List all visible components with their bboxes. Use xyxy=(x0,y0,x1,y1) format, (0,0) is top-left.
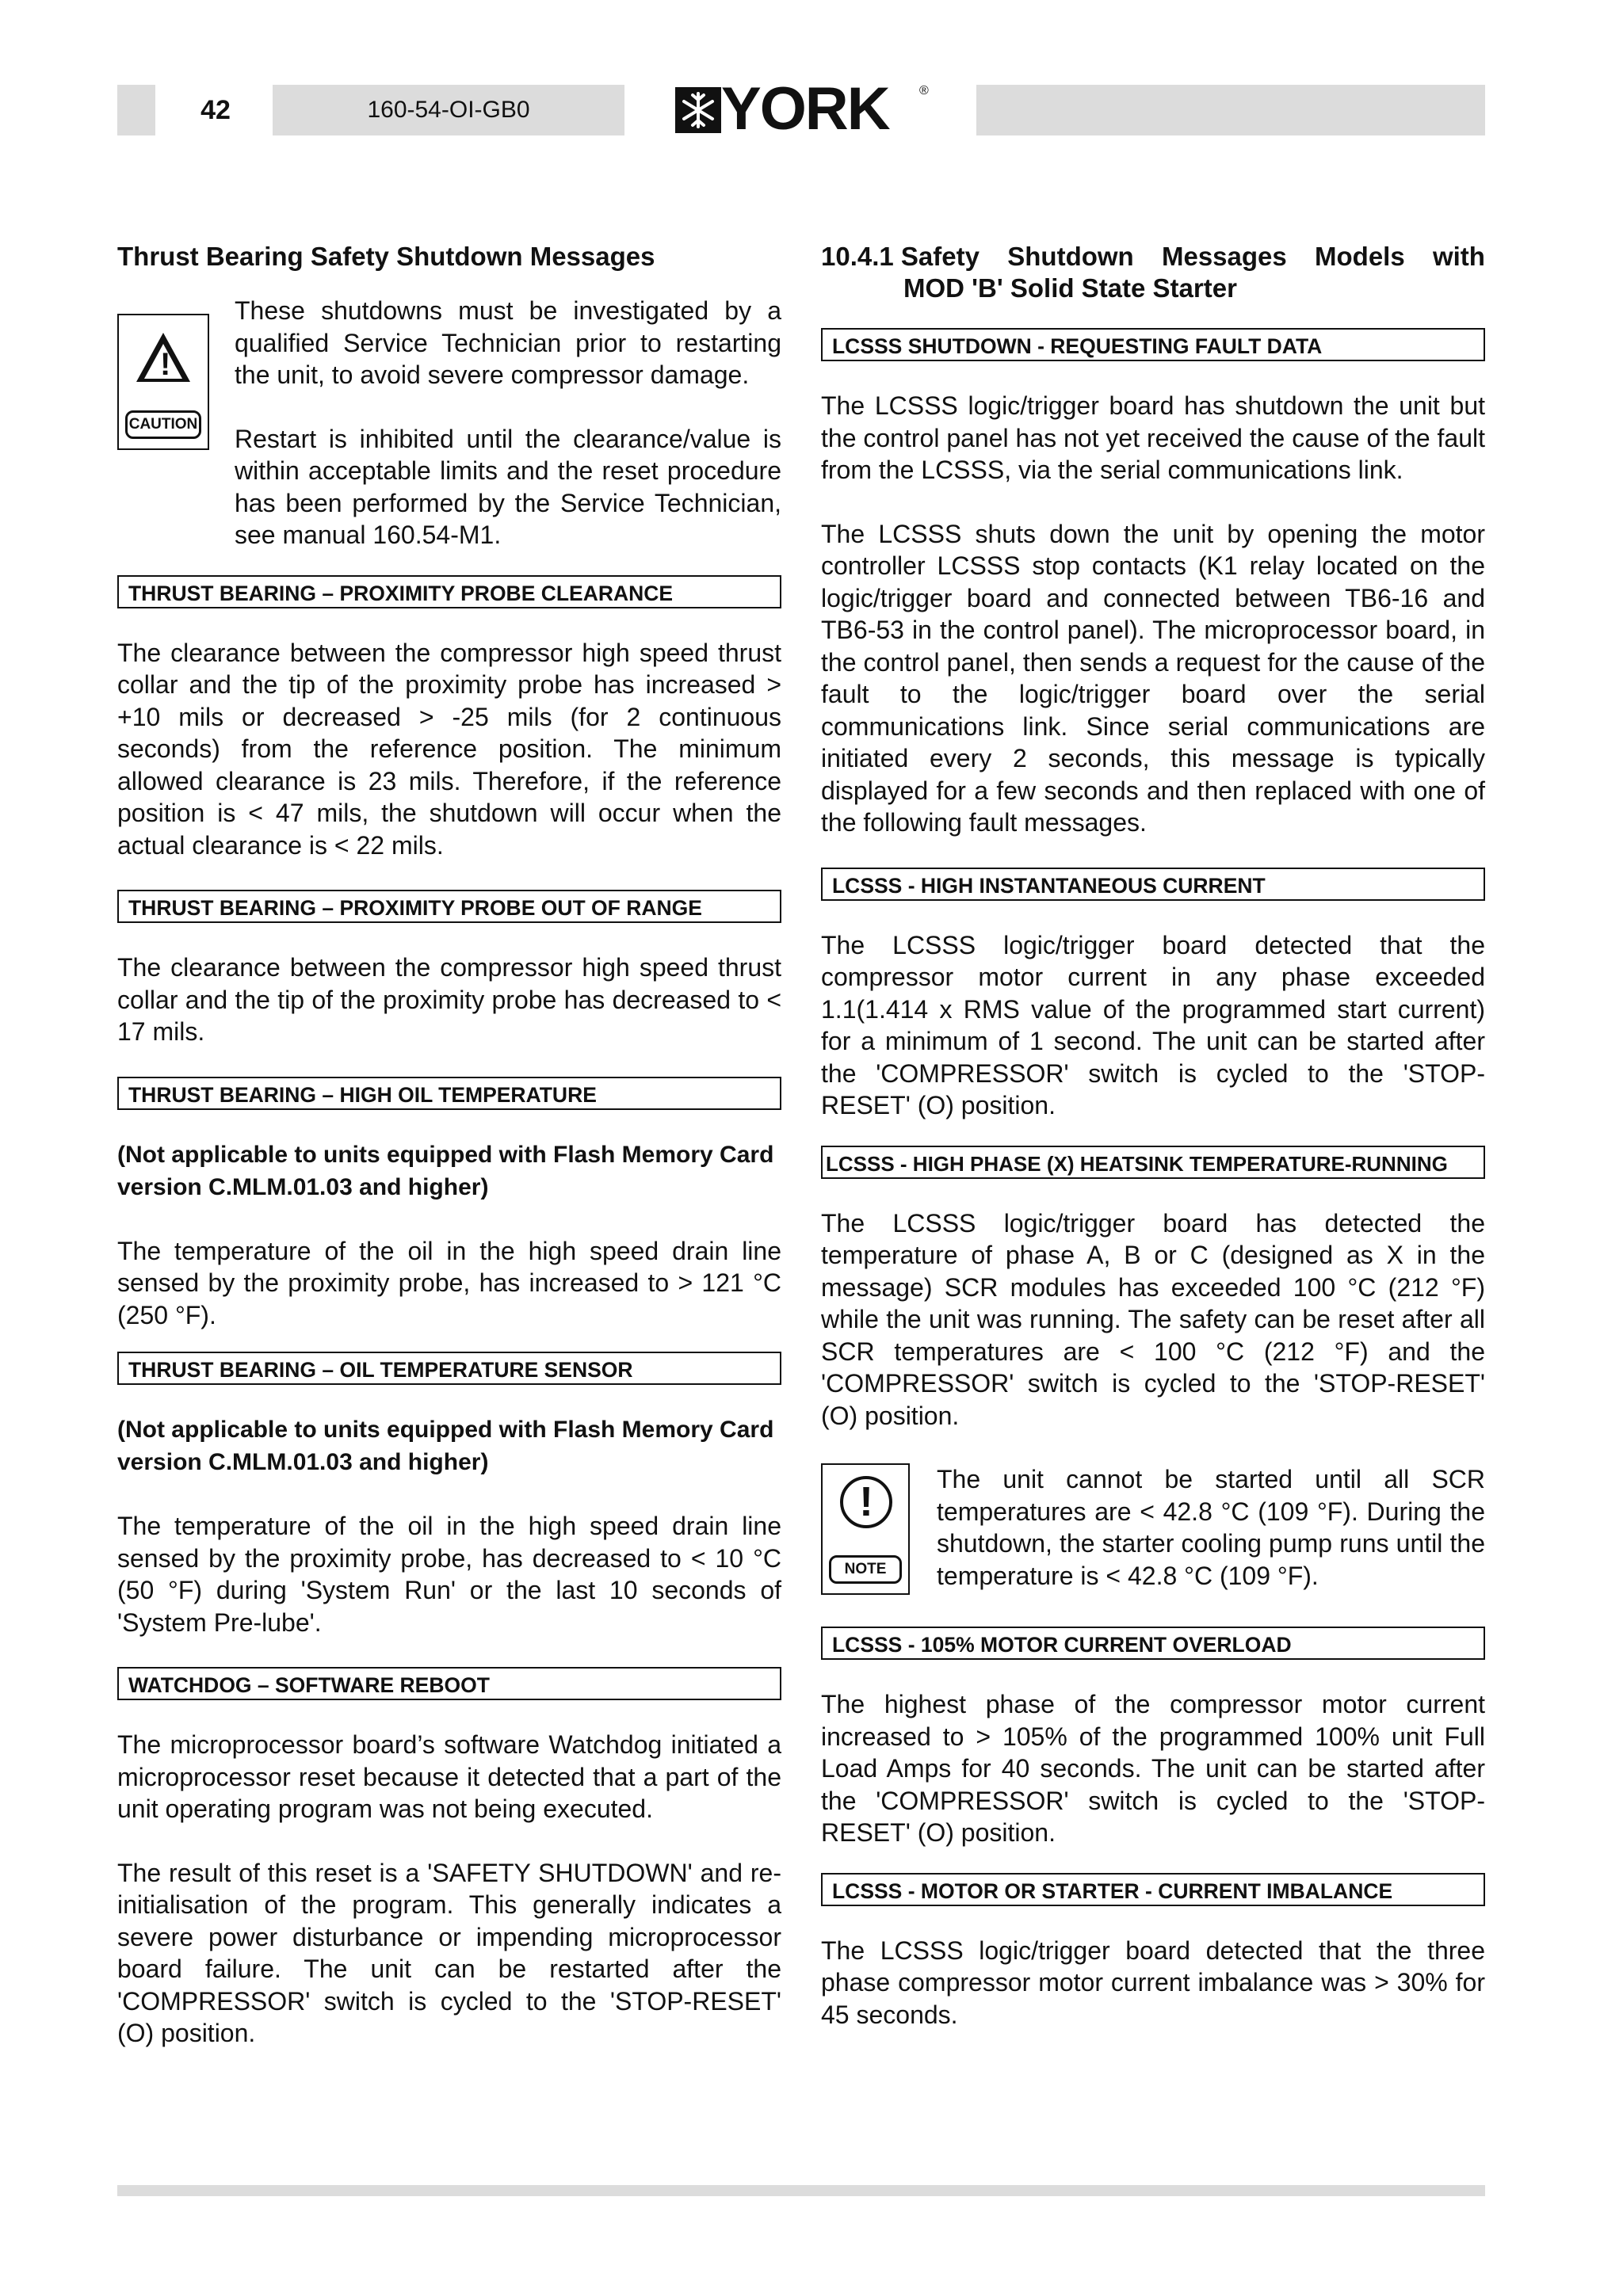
watchdog-text-1: The microprocessor board’s software Watchdog initiated a microprocessor reset because it detected that a part of the unit operating program was not being executed. xyxy=(117,1730,781,1823)
high-oil-temp-text: The temperature of the oil in the high speed drain line sensed by the proximity probe, has increased to > 121 °C (250 °F). xyxy=(117,1236,781,1329)
section-heading xyxy=(821,241,1485,273)
note-icon: ! NOTE xyxy=(821,1463,910,1595)
page-number: 42 xyxy=(200,95,231,125)
note-label: NOTE xyxy=(829,1555,902,1584)
current-imbalance-text: The LCSSS logic/trigger board detected that the three phase compressor motor current imbalance was > 30% for 45 seconds. xyxy=(821,1936,1485,2029)
snowflake-icon xyxy=(675,87,721,133)
header-bar-left xyxy=(117,85,155,135)
document-code: 160-54-OI-GB0 xyxy=(273,85,624,135)
title-word: with xyxy=(1432,242,1485,271)
heading-oil-temp-sensor: THRUST BEARING – OIL TEMPERATURE SENSOR xyxy=(117,1352,781,1385)
probe-clearance-text: The clearance between the compressor high speed thrust collar and the tip of the proximity probe has increased > +10 mils or decreased > -25 mils (for 2 continuous seconds) from the reference position. The minimum allowed clearance is 23 mils. Therefore, if the reference position is < 47 mils, the shutdown will occur when the actual clearance is < 22 mils. xyxy=(117,638,781,860)
heading-watchdog-reboot: WATCHDOG – SOFTWARE REBOOT xyxy=(117,1667,781,1700)
high-oil-temp-note: (Not applicable to units equipped with Flash Memory Card version C.MLM.01.03 and higher) xyxy=(117,1141,774,1200)
registered-mark: ® xyxy=(919,84,929,97)
right-column xyxy=(821,241,1485,2031)
caution-text-2: Restart is inhibited until the clearance/value is within acceptable limits and the reset procedure has been performed by the Service Technician, see manual 160.54-M1. xyxy=(235,424,781,549)
high-instantaneous-current-text: The LCSSS logic/trigger board detected that the compressor motor current in any phase exceeded 1.1(1.414 x RMS value of the programmed start current) for a minimum of 1 second. The unit can be started after the 'COMPRESSOR' switch is cycled to the 'STOP-RESET' (O) position. xyxy=(821,930,1485,1119)
section-heading-line2: MOD 'B' Solid State Starter xyxy=(903,273,1237,303)
oil-temp-sensor-text: The temperature of the oil in the high speed drain line sensed by the proximity probe, has decreased to < 10 °C (50 °F) during 'System Run' or the last 10 seconds of 'System Pre-lube'. xyxy=(117,1512,781,1637)
caution-text-1: These shutdowns must be investigated by a qualified Service Technician prior to restarting the unit, to avoid severe compressor damage. xyxy=(235,296,781,389)
section-title: Thrust Bearing Safety Shutdown Messages xyxy=(117,242,655,271)
heading-high-instantaneous-current: LCSSS - HIGH INSTANTANEOUS CURRENT xyxy=(821,868,1485,901)
heading-high-oil-temperature: THRUST BEARING – HIGH OIL TEMPERATURE xyxy=(117,1077,781,1110)
motor-current-overload-text: The highest phase of the compressor motor current increased to > 105% of the programmed 100% unit Full Load Amps for 40 seconds. The unit can be started after the 'COMPRESSOR' switch is cycled to the 'STOP-RESET' (O) position. xyxy=(821,1690,1485,1847)
heading-probe-clearance: THRUST BEARING – PROXIMITY PROBE CLEARANCE xyxy=(117,575,781,608)
brand-name: YORK xyxy=(721,75,889,143)
note-block xyxy=(821,1463,1485,1595)
note-text: The unit cannot be started until all SCR temperatures are < 42.8 °C (109 °F). During the shutdown, the starter cooling pump runs until the temperature is < 42.8 °C (109 °F). xyxy=(937,1465,1485,1590)
left-column xyxy=(117,241,781,2050)
probe-out-of-range-text: The clearance between the compressor high speed thrust collar and the tip of the proximity probe has decreased to < 17 mils. xyxy=(117,953,781,1046)
title-word: Models xyxy=(1315,242,1405,271)
section-number-title: 10.4.1 Safety xyxy=(821,242,980,271)
heading-heatsink-temperature: LCSSS - HIGH PHASE (X) HEATSINK TEMPERATURE-RUNNING xyxy=(821,1146,1485,1179)
footer-rule xyxy=(117,2185,1485,2196)
heading-requesting-fault-data: LCSSS SHUTDOWN - REQUESTING FAULT DATA xyxy=(821,328,1485,361)
requesting-fault-text-2: The LCSSS shuts down the unit by opening the motor controller LCSSS stop contacts (K1 relay located on the logic/trigger board and connected between TB6-16 and TB6-53 in the control panel). The microprocessor board, in the control panel, then sends a request for the cause of the fault to the logic/trigger board over the serial communications link. Since serial communications are initiated every 2 seconds, this message is typically displayed for a few seconds and then replaced with one of the following fault messages. xyxy=(821,519,1485,837)
heatsink-temperature-text: The LCSSS logic/trigger board has detected the temperature of phase A, B or C (designed as X in the message) SCR modules has exceeded 100 °C (212 °F) while the unit was running. The safety can be reset after all SCR temperatures are < 100 °C (212 °F) and the 'COMPRESSOR' switch is cycled to the 'STOP-RESET' (O) position. xyxy=(821,1208,1485,1430)
title-word: Shutdown xyxy=(1007,242,1134,271)
header-bar-right xyxy=(976,85,1485,135)
caution-block xyxy=(117,295,781,551)
watchdog-text-2: The result of this reset is a 'SAFETY SHUTDOWN' and re-initialisation of the program. This generally indicates a severe power disturbance or impending microprocessor board failure. The unit can be restarted after the 'COMPRESSOR' switch is cycled to the 'STOP-RESET' (O) position. xyxy=(117,1858,781,2047)
heading-current-imbalance: LCSSS - MOTOR OR STARTER - CURRENT IMBALANCE xyxy=(821,1873,1485,1906)
heading-motor-current-overload: LCSSS - 105% MOTOR CURRENT OVERLOAD xyxy=(821,1627,1485,1660)
heading-probe-out-of-range: THRUST BEARING – PROXIMITY PROBE OUT OF RANGE xyxy=(117,890,781,923)
title-word: Messages xyxy=(1161,242,1287,271)
york-logo xyxy=(675,75,932,143)
caution-label: CAUTION xyxy=(125,410,201,439)
requesting-fault-text-1: The LCSSS logic/trigger board has shutdown the unit but the control panel has not yet received the cause of the fault from the LCSSS, via the serial communications link. xyxy=(821,391,1485,484)
caution-icon: ! CAUTION xyxy=(117,314,209,450)
oil-temp-sensor-note: (Not applicable to units equipped with Flash Memory Card version C.MLM.01.03 and higher) xyxy=(117,1417,774,1475)
